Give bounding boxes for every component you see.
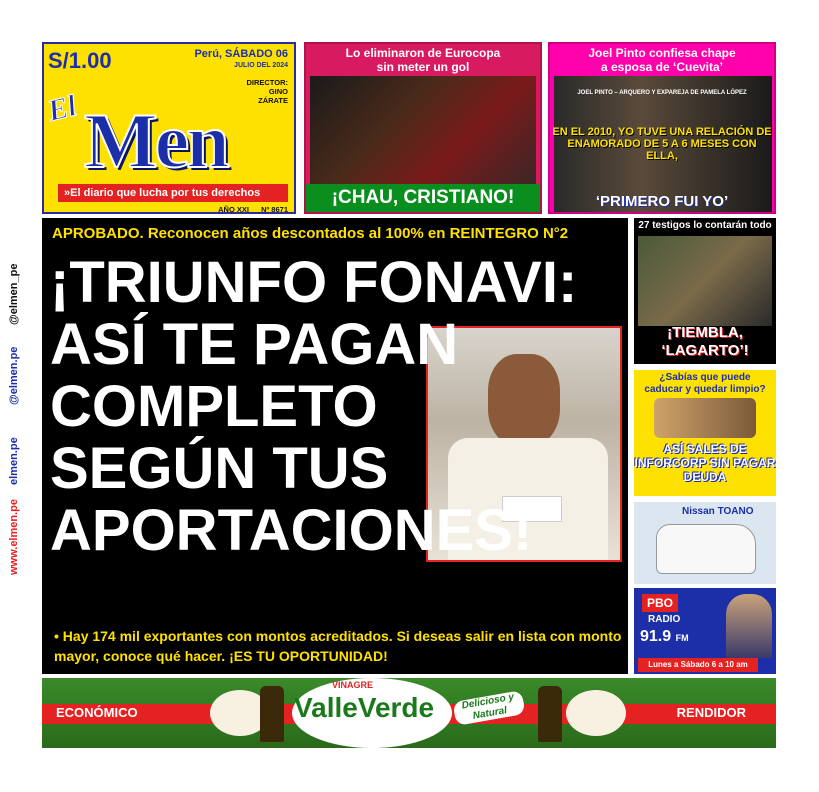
pbo-schedule: Lunes a Sábado 6 a 10 am xyxy=(638,658,758,672)
headline-line-3: COMPLETO xyxy=(50,374,378,439)
joel-caption: JOEL PINTO – ARQUERO Y EXPAREJA DE PAMELA LÓPEZ xyxy=(577,90,747,96)
fries-plate-image xyxy=(566,690,626,736)
slogan: »El diario que lucha por tus derechos xyxy=(58,184,288,202)
pbo-freq-unit: FM xyxy=(675,633,689,643)
inforcorp-headline: ASÍ SALES DE INFORCORP SIN PAGAR DEUDA xyxy=(634,442,776,484)
story-eurocopa[interactable] xyxy=(304,42,542,214)
story-inforcorp[interactable] xyxy=(634,370,776,496)
edition-info xyxy=(218,205,288,214)
toano-brand xyxy=(682,506,754,517)
lagarto-headline-1: ¡TIEMBLA, xyxy=(667,324,743,341)
story-joel-title xyxy=(550,46,774,74)
ad-slogan: Delicioso y Natural xyxy=(452,690,525,726)
pbo-radio-label: RADIO xyxy=(648,614,681,625)
headline-line-2: ASÍ TE PAGAN xyxy=(50,312,459,377)
van-image xyxy=(656,524,756,574)
main-headline xyxy=(50,252,577,562)
inforcorp-question-1: ¿Sabías que puede xyxy=(659,372,751,383)
vinegar-bottle-image xyxy=(260,686,284,742)
website-url: www.elmen.pe xyxy=(8,498,20,575)
lagarto-headline-2: ‘LAGARTO’! xyxy=(661,342,749,359)
lagarto-photo xyxy=(638,236,772,326)
edition-year: AÑO XXI xyxy=(218,205,249,214)
date-line: Perú, SÁBADO 06 xyxy=(194,48,288,60)
director-label: DIRECTOR: xyxy=(246,78,288,87)
director-name-2: ZÁRATE xyxy=(258,96,288,105)
ad-brand-logo: ValleVerde xyxy=(294,692,435,723)
joel-title-line-2: a esposa de ‘Cuevita’ xyxy=(600,60,724,74)
toano-brand-2: TOANO xyxy=(717,506,754,517)
director-name-1: GINO xyxy=(268,87,288,96)
story-lagarto[interactable] xyxy=(634,218,776,364)
story-joel-headline: ‘PRIMERO FUI YO’ xyxy=(595,193,729,210)
pbo-logo: PBO xyxy=(642,594,678,612)
headline-line-5: APORTACIONES! xyxy=(50,498,533,563)
pbo-frequency xyxy=(640,628,689,646)
inforcorp-question xyxy=(634,372,776,396)
director-credit xyxy=(246,78,288,105)
main-bullet: • Hay 174 mil exportantes con montos acreditados. Si deseas salir en lista con monto mayor, conoce qué hacer. ¡ES TU OPORTUNIDAD! xyxy=(54,628,622,664)
facebook-handle: elmen.pe xyxy=(8,437,20,485)
main-kicker: APROBADO. Reconocen años descontados al 100% en REINTEGRO N°2 xyxy=(52,225,569,242)
price: S/1.00 xyxy=(48,48,112,73)
vinegar-bottle-image-2 xyxy=(538,686,562,742)
ad-right-label: RENDIDOR xyxy=(676,705,746,720)
inforcorp-photo xyxy=(654,398,756,438)
headline-line-4: SEGÚN TUS xyxy=(50,436,389,501)
story-joel-pinto[interactable] xyxy=(548,42,776,214)
edition-number: Nº 8671 xyxy=(261,205,288,214)
main-story[interactable] xyxy=(42,218,628,674)
logo-men: Men xyxy=(84,97,227,184)
pbo-freq-value: 91.9 xyxy=(640,628,672,645)
joel-quote: EN EL 2010, YO TUVE UNA RELACIÓN DE ENAMORADO DE 5 A 6 MESES CON ELLA, xyxy=(552,126,772,162)
logo-el: El xyxy=(44,89,80,128)
issue-date xyxy=(194,48,288,72)
ad-left-label: ECONÓMICO xyxy=(56,705,138,720)
story-eurocopa-headline: ¡CHAU, CRISTIANO! xyxy=(306,184,540,212)
euro-title-line-2: sin meter un gol xyxy=(376,60,470,74)
ad-vinagre-label: VINAGRE xyxy=(332,680,374,690)
masthead xyxy=(42,42,296,214)
instagram-handle: @elmen_pe xyxy=(8,263,20,325)
story-eurocopa-title xyxy=(306,46,540,74)
inforcorp-question-2: caducar y quedar limpio? xyxy=(644,384,766,395)
joel-title-line-1: Joel Pinto confiesa chape xyxy=(588,46,736,60)
ad-pbo-radio[interactable] xyxy=(634,588,776,674)
ad-valleverde[interactable] xyxy=(42,678,776,748)
lagarto-headline xyxy=(634,324,776,360)
toano-brand-1: Nissan xyxy=(682,506,715,517)
threads-handle: @elmen.pe xyxy=(8,346,20,405)
social-strip xyxy=(8,255,28,585)
headline-line-1: ¡TRIUNFO FONAVI: xyxy=(50,250,578,315)
lagarto-title: 27 testigos lo contarán todo xyxy=(638,220,772,231)
date-sub: JULIO DEL 2024 xyxy=(234,62,288,69)
ad-toano[interactable] xyxy=(634,502,776,584)
radio-host-photo xyxy=(726,594,772,658)
euro-title-line-1: Lo eliminaron de Eurocopa xyxy=(345,46,501,60)
